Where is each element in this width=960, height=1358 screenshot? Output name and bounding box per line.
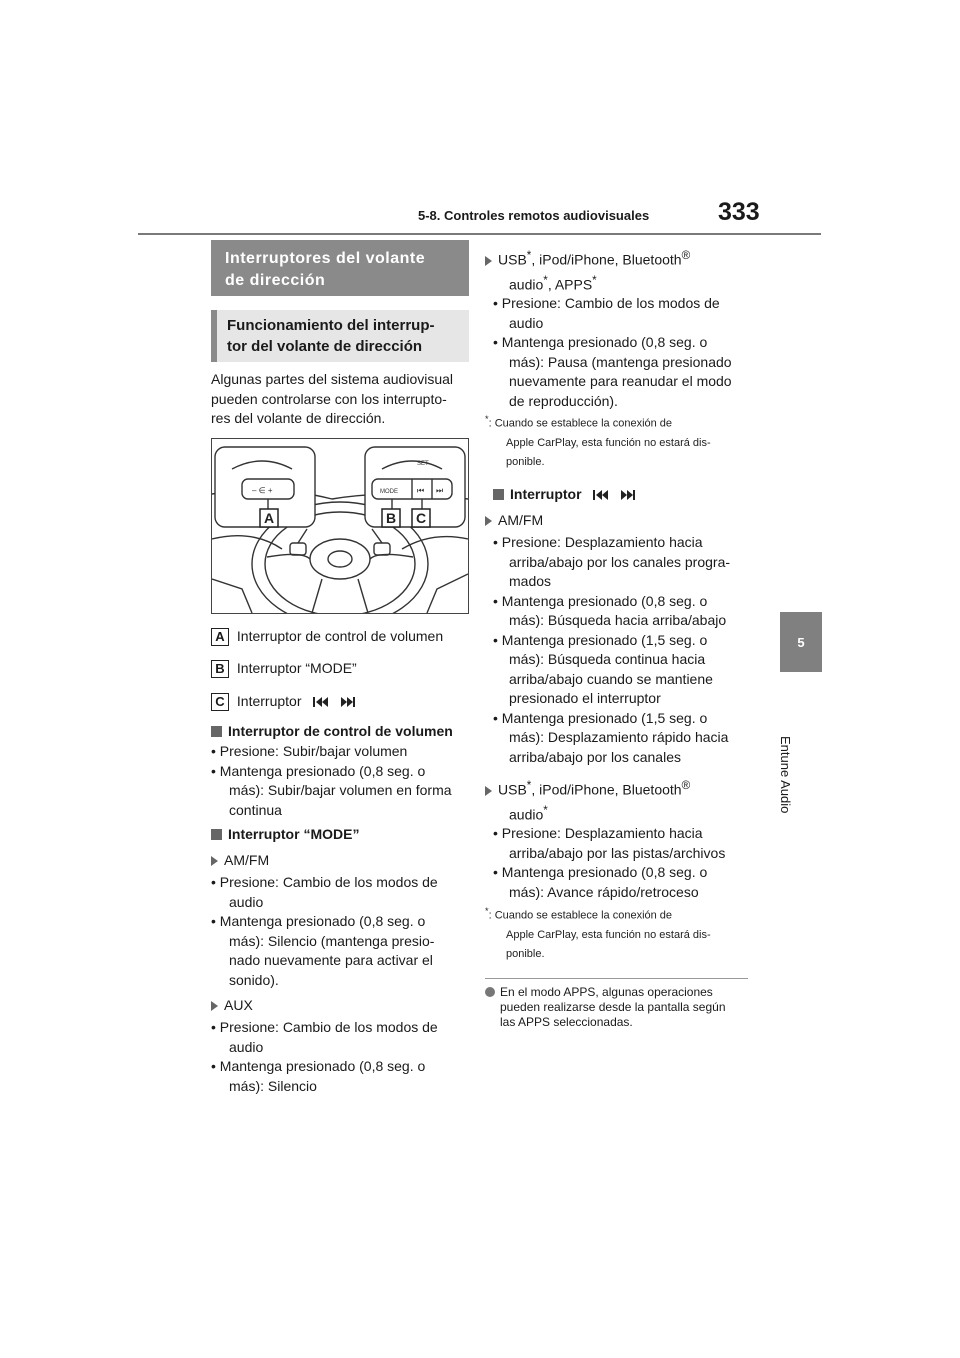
triangle-bullet-icon (211, 856, 218, 866)
amfm-list (493, 533, 730, 767)
list-item: • Presione: Cambio de los modos de (211, 874, 438, 890)
legend-item-b (211, 659, 357, 679)
mode-sub2-list (211, 1018, 438, 1096)
mode-sub1-list (211, 873, 438, 990)
square-bullet-icon (211, 726, 222, 737)
info-bullet-icon (485, 987, 495, 997)
registered-mark: ® (681, 249, 691, 262)
triangle-bullet-icon (485, 786, 492, 796)
list-item: arriba/abajo por los canales (509, 748, 681, 765)
subsection-heading-line: tor del volante de dirección (227, 338, 423, 355)
list-item: • Presione: Subir/bajar volumen (211, 743, 408, 759)
list-item: más): Desplazamiento rápido hacia (509, 729, 729, 745)
list-item: más): Avance rápido/retroceso (509, 883, 699, 900)
list-item: • Mantenga presionado (0,8 seg. o (211, 762, 426, 779)
list-item: • Presione: Desplazamiento hacia (493, 825, 703, 841)
heading-part: , iPod/iPhone, Bluetooth (531, 781, 682, 798)
intro-line: pueden controlarse con los interrupto- (211, 390, 447, 407)
steering-wheel-figure (211, 438, 469, 614)
usb-heading-cont (509, 801, 548, 825)
triangle-bullet-icon (211, 1001, 218, 1011)
section-heading-line: de dirección (225, 272, 326, 289)
legend-text: Interruptor de control de volumen (236, 628, 444, 644)
footnote-1 (485, 410, 711, 472)
list-item: • Mantenga presionado (1,5 seg. o (493, 631, 708, 648)
usb-heading (485, 776, 690, 800)
usb-apps-heading (485, 246, 690, 270)
page-number: 333 (718, 198, 760, 226)
skip-heading (493, 485, 639, 505)
svg-text:⏭: ⏭ (436, 486, 444, 495)
usb-apps-heading-cont (509, 271, 597, 295)
list-item: mados (509, 573, 552, 589)
legend-item-a (211, 627, 443, 647)
footnote-line: Apple CarPlay, esta función no estará dis- (506, 928, 711, 941)
amfm-sub (485, 511, 543, 531)
svg-text:– ∈ +: – ∈ + (252, 486, 273, 495)
list-item: audio (229, 1038, 264, 1055)
list-item: • Mantenga presionado (0,8 seg. o (211, 913, 426, 929)
heading-part: audio (509, 806, 544, 823)
section-title: 5-8. Controles remotos audiovisuales (418, 208, 650, 223)
mode-heading-text: Interruptor “MODE” (228, 826, 360, 842)
footnote-mark: * (526, 779, 532, 792)
section-heading-line: Interruptores del volante (225, 250, 426, 267)
svg-text:⏮: ⏮ (417, 486, 425, 495)
list-item: • Mantenga presionado (0,8 seg. o (493, 334, 708, 350)
list-item: más): Pausa (mantenga presionado (509, 353, 732, 370)
mode-heading (211, 825, 359, 845)
list-item: más): Búsqueda hacia arriba/abajo (509, 612, 727, 628)
footnote-mark: * (526, 249, 532, 262)
volume-heading (211, 722, 453, 742)
legend-item-c (211, 692, 359, 712)
list-item: audio (229, 893, 264, 910)
intro-line: Algunas partes del sistema audiovisual (211, 371, 454, 387)
intro-line: res del volante de dirección. (211, 410, 386, 426)
skip-heading-text: Interruptor (510, 486, 582, 502)
list-item: nuevamente para reanudar el modo (509, 373, 732, 389)
heading-part: , iPod/iPhone, Bluetooth (531, 251, 682, 268)
mode-sub2 (211, 996, 253, 1016)
list-item: arriba/abajo por las pistas/archivos (509, 844, 726, 861)
heading-part: USB (498, 781, 527, 798)
list-item: • Mantenga presionado (1,5 seg. o (493, 709, 708, 726)
info-divider (485, 978, 748, 979)
heading-part: , APPS (547, 276, 593, 293)
footnote-line: Apple CarPlay, esta función no estará dis- (506, 436, 711, 449)
list-item: continua (229, 801, 282, 818)
chapter-label: Entune Audio (778, 736, 793, 814)
footnote-mark: * (543, 804, 548, 817)
footnote-mark: * (485, 414, 489, 424)
list-item: • Presione: Desplazamiento hacia (493, 534, 703, 550)
chapter-number: 5 (797, 634, 805, 650)
triangle-bullet-icon (485, 516, 492, 526)
mode-sub1 (211, 851, 269, 871)
intro-paragraph (211, 370, 453, 429)
amfm-text: AM/FM (498, 512, 544, 528)
usb-apps-list (493, 294, 732, 411)
list-item: • Mantenga presionado (0,8 seg. o (211, 1058, 426, 1074)
heading-part: audio (509, 276, 544, 293)
legend-letter: C (211, 693, 229, 711)
list-item: presionado el interruptor (509, 690, 661, 706)
chapter-tab (780, 612, 822, 672)
mode-sub2-text: AUX (224, 997, 253, 1013)
list-item: arriba/abajo cuando se mantiene (509, 670, 713, 687)
list-item: más): Silencio (229, 1077, 317, 1094)
list-item: • Presione: Cambio de los modos de (493, 295, 720, 311)
square-bullet-icon (493, 489, 504, 500)
footnote-line: : Cuando se establece la conexión de (488, 417, 673, 430)
heading-part: USB (498, 251, 527, 268)
legend-letter: B (211, 660, 229, 678)
steering-wheel-illustration (212, 439, 468, 613)
registered-mark: ® (681, 779, 691, 792)
list-item: sonido). (229, 971, 279, 988)
info-line: En el modo APPS, algunas operaciones (500, 985, 713, 999)
list-item: audio (509, 314, 544, 331)
header-rule (138, 233, 821, 235)
figure-label-c: C (416, 510, 427, 526)
skip-track-icons (593, 489, 639, 501)
footnote-line: ponible. (506, 947, 545, 960)
list-item: • Mantenga presionado (0,8 seg. o (493, 592, 708, 609)
list-item: nado nuevamente para activar el (229, 952, 433, 968)
list-item: arriba/abajo por los canales progra- (509, 553, 731, 570)
footnote-line: ponible. (506, 455, 545, 468)
mode-sub1-text: AM/FM (224, 852, 270, 868)
info-line: pueden realizarse desde la pantalla según (500, 1000, 726, 1014)
subsection-heading-line: Funcionamiento del interrup- (227, 317, 435, 334)
footnote-2 (485, 902, 711, 964)
info-line: las APPS seleccionadas. (500, 1015, 633, 1029)
legend-letter: A (211, 628, 229, 646)
list-item: de reproducción). (509, 392, 618, 409)
list-item: más): Silencio (mantenga presio- (229, 932, 435, 949)
usb-list (493, 824, 725, 902)
subsection-heading-box (211, 310, 469, 362)
list-item: más): Subir/bajar volumen en forma (229, 782, 452, 798)
footnote-line: : Cuando se establece la conexión de (488, 909, 673, 922)
legend-text: Interruptor “MODE” (236, 660, 357, 676)
footnote-mark: * (592, 274, 597, 287)
set-key-label: SET (417, 461, 429, 467)
list-item: más): Búsqueda continua hacia (509, 651, 706, 667)
square-bullet-icon (211, 829, 222, 840)
mode-key-label: MODE (380, 489, 398, 495)
section-heading-box (211, 240, 469, 296)
footnote-mark: * (485, 906, 489, 916)
triangle-bullet-icon (485, 256, 492, 266)
volume-list (211, 742, 452, 820)
legend-text: Interruptor (236, 693, 302, 709)
skip-track-icons (313, 696, 359, 708)
list-item: • Mantenga presionado (0,8 seg. o (493, 864, 708, 880)
volume-heading-text: Interruptor de control de volumen (228, 723, 453, 739)
footnote-mark: * (543, 274, 548, 287)
list-item: • Presione: Cambio de los modos de (211, 1019, 438, 1035)
info-note (485, 985, 726, 1030)
figure-label-a: A (264, 510, 275, 526)
figure-label-b: B (386, 510, 397, 526)
